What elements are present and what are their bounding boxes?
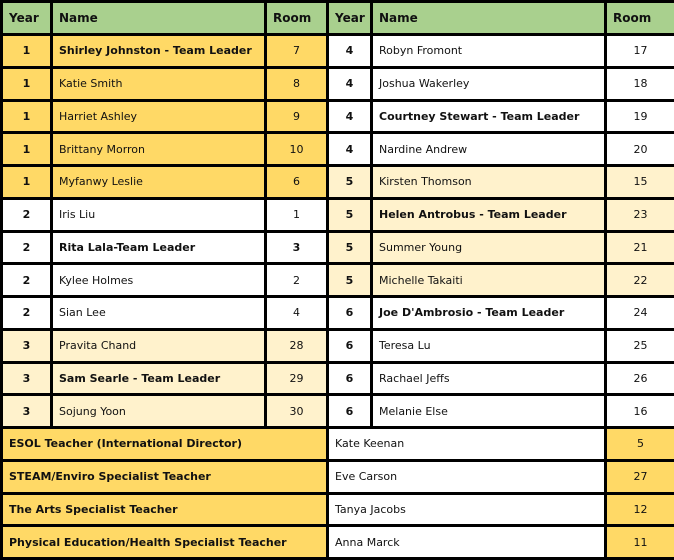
right-room-cell: 18 [606,67,674,100]
table-row [2,329,674,362]
left-year-cell: 1 [2,133,52,166]
left-room-cell: 1 [266,198,328,231]
specialist-row [2,460,674,493]
specialist-room: 11 [606,526,674,559]
header-year-right: Year [328,2,372,35]
right-year-cell: 4 [328,133,372,166]
right-room-cell: 22 [606,264,674,297]
right-room-cell: 19 [606,100,674,133]
table-row [2,133,674,166]
right-name-cell: Kirsten Thomson [372,166,606,199]
left-room-cell: 30 [266,395,328,428]
left-room-cell: 3 [266,231,328,264]
right-name-cell: Michelle Takaiti [372,264,606,297]
specialist-name: Kate Keenan [328,428,606,461]
table-row [2,231,674,264]
left-year-cell: 1 [2,35,52,68]
right-year-cell: 4 [328,35,372,68]
left-year-cell: 3 [2,395,52,428]
right-name-cell: Nardine Andrew [372,133,606,166]
specialist-body [2,428,674,559]
right-room-cell: 21 [606,231,674,264]
left-year-cell: 3 [2,329,52,362]
left-name-cell: Sian Lee [52,297,266,330]
left-room-cell: 9 [266,100,328,133]
specialist-role: The Arts Specialist Teacher [2,493,328,526]
table-row [2,395,674,428]
left-name-cell: Sojung Yoon [52,395,266,428]
left-name-cell: Harriet Ashley [52,100,266,133]
left-room-cell: 8 [266,67,328,100]
specialist-role: Physical Education/Health Specialist Teacher [2,526,328,559]
specialist-row [2,493,674,526]
specialist-room: 12 [606,493,674,526]
right-year-cell: 6 [328,329,372,362]
right-name-cell: Joshua Wakerley [372,67,606,100]
specialist-role: STEAM/Enviro Specialist Teacher [2,460,328,493]
staff-body [2,35,674,428]
specialist-row [2,526,674,559]
right-name-cell: Rachael Jeffs [372,362,606,395]
right-room-cell: 15 [606,166,674,199]
left-room-cell: 29 [266,362,328,395]
right-year-cell: 5 [328,198,372,231]
right-year-cell: 6 [328,395,372,428]
left-name-cell: Myfanwy Leslie [52,166,266,199]
table-row [2,67,674,100]
specialist-role: ESOL Teacher (International Director) [2,428,328,461]
specialist-name: Eve Carson [328,460,606,493]
table-row [2,35,674,68]
left-room-cell: 4 [266,297,328,330]
right-name-cell: Summer Young [372,231,606,264]
left-room-cell: 6 [266,166,328,199]
header-room-left: Room [266,2,328,35]
left-name-cell: Iris Liu [52,198,266,231]
right-room-cell: 24 [606,297,674,330]
right-year-cell: 4 [328,100,372,133]
left-name-cell: Shirley Johnston - Team Leader [52,35,266,68]
left-room-cell: 2 [266,264,328,297]
left-name-cell: Kylee Holmes [52,264,266,297]
specialist-name: Anna Marck [328,526,606,559]
specialist-room: 5 [606,428,674,461]
left-year-cell: 2 [2,264,52,297]
right-name-cell: Robyn Fromont [372,35,606,68]
right-room-cell: 20 [606,133,674,166]
right-room-cell: 16 [606,395,674,428]
right-name-cell: Helen Antrobus - Team Leader [372,198,606,231]
left-room-cell: 10 [266,133,328,166]
right-name-cell: Joe D'Ambrosio - Team Leader [372,297,606,330]
left-year-cell: 1 [2,67,52,100]
left-name-cell: Rita Lala-Team Leader [52,231,266,264]
left-name-cell: Katie Smith [52,67,266,100]
left-room-cell: 7 [266,35,328,68]
table-row [2,264,674,297]
table-row [2,198,674,231]
table-row [2,100,674,133]
right-name-cell: Melanie Else [372,395,606,428]
right-year-cell: 6 [328,297,372,330]
right-year-cell: 5 [328,166,372,199]
left-year-cell: 1 [2,100,52,133]
right-year-cell: 5 [328,231,372,264]
header-row [2,2,674,35]
right-name-cell: Courtney Stewart - Team Leader [372,100,606,133]
right-room-cell: 25 [606,329,674,362]
left-name-cell: Brittany Morron [52,133,266,166]
right-room-cell: 23 [606,198,674,231]
left-room-cell: 28 [266,329,328,362]
left-year-cell: 1 [2,166,52,199]
right-year-cell: 6 [328,362,372,395]
table-row [2,297,674,330]
header-year-left: Year [2,2,52,35]
specialist-name: Tanya Jacobs [328,493,606,526]
header-name-left: Name [52,2,266,35]
right-year-cell: 5 [328,264,372,297]
header-name-right: Name [372,2,606,35]
left-name-cell: Pravita Chand [52,329,266,362]
specialist-row [2,428,674,461]
left-year-cell: 2 [2,297,52,330]
table-row [2,166,674,199]
right-room-cell: 17 [606,35,674,68]
left-year-cell: 2 [2,198,52,231]
specialist-room: 27 [606,460,674,493]
right-room-cell: 26 [606,362,674,395]
table-row [2,362,674,395]
left-name-cell: Sam Searle - Team Leader [52,362,266,395]
left-year-cell: 3 [2,362,52,395]
left-year-cell: 2 [2,231,52,264]
right-name-cell: Teresa Lu [372,329,606,362]
header-room-right: Room [606,2,674,35]
right-year-cell: 4 [328,67,372,100]
